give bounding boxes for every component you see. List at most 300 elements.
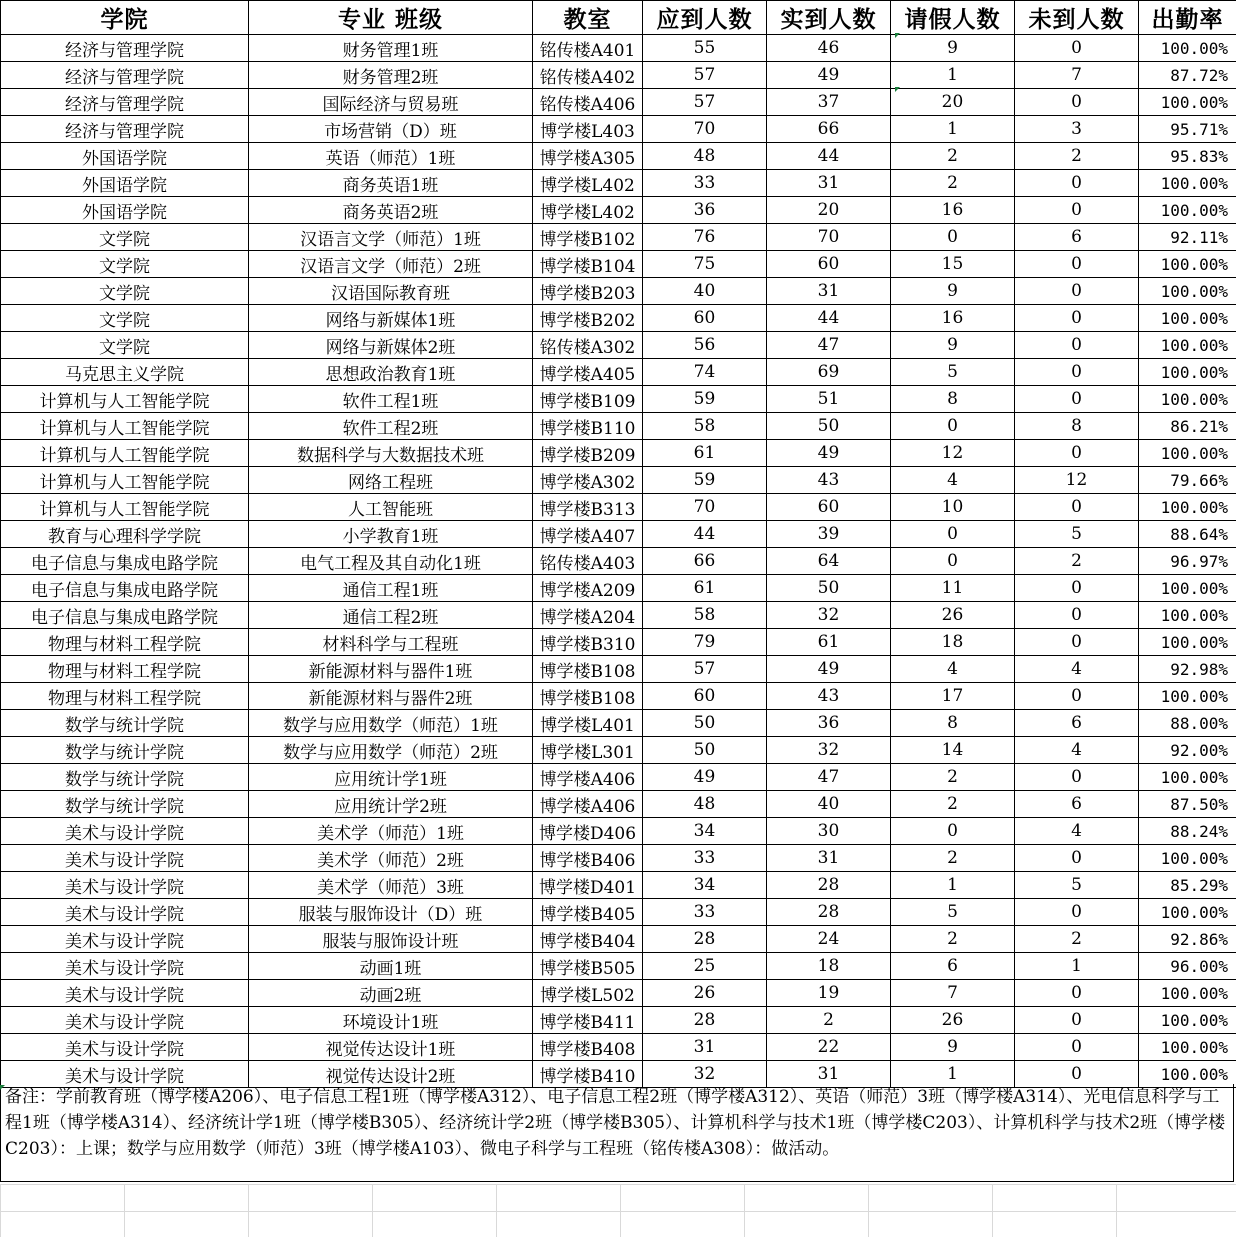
- cell-present[interactable]: 47: [767, 332, 891, 359]
- cell-leave[interactable]: 0: [891, 413, 1015, 440]
- cell-rate[interactable]: 100.00%: [1139, 332, 1236, 359]
- cell-expected[interactable]: 50: [643, 737, 767, 764]
- cell-classroom[interactable]: 博学楼B310: [533, 629, 643, 656]
- header-leave[interactable]: 请假人数: [891, 1, 1015, 35]
- cell-college[interactable]: 文学院: [1, 278, 249, 305]
- cell-college[interactable]: 经济与管理学院: [1, 116, 249, 143]
- cell-absent[interactable]: 0: [1015, 494, 1139, 521]
- cell-present[interactable]: 28: [767, 872, 891, 899]
- cell-classroom[interactable]: 博学楼B406: [533, 845, 643, 872]
- cell-leave[interactable]: 9: [891, 1034, 1015, 1061]
- cell-rate[interactable]: 100.00%: [1139, 386, 1236, 413]
- cell-college[interactable]: 物理与材料工程学院: [1, 656, 249, 683]
- cell-classroom[interactable]: 博学楼B408: [533, 1034, 643, 1061]
- cell-classroom[interactable]: 博学楼B102: [533, 224, 643, 251]
- header-classroom[interactable]: 教室: [533, 1, 643, 35]
- cell-absent[interactable]: 0: [1015, 359, 1139, 386]
- header-class[interactable]: 专业 班级: [249, 1, 533, 35]
- cell-absent[interactable]: 0: [1015, 683, 1139, 710]
- cell-class[interactable]: 通信工程2班: [249, 602, 533, 629]
- cell-class[interactable]: 网络工程班: [249, 467, 533, 494]
- cell-college[interactable]: 美术与设计学院: [1, 953, 249, 980]
- cell-leave[interactable]: 9: [891, 35, 1015, 62]
- cell-leave[interactable]: 0: [891, 224, 1015, 251]
- cell-expected[interactable]: 32: [643, 1061, 767, 1088]
- cell-classroom[interactable]: 博学楼B505: [533, 953, 643, 980]
- cell-leave[interactable]: 2: [891, 845, 1015, 872]
- cell-rate[interactable]: 96.97%: [1139, 548, 1236, 575]
- cell-leave[interactable]: 4: [891, 656, 1015, 683]
- cell-absent[interactable]: 4: [1015, 656, 1139, 683]
- cell-present[interactable]: 50: [767, 413, 891, 440]
- cell-classroom[interactable]: 博学楼A406: [533, 791, 643, 818]
- cell-absent[interactable]: 6: [1015, 224, 1139, 251]
- cell-college[interactable]: 计算机与人工智能学院: [1, 494, 249, 521]
- cell-absent[interactable]: 0: [1015, 845, 1139, 872]
- cell-present[interactable]: 61: [767, 629, 891, 656]
- cell-college[interactable]: 美术与设计学院: [1, 818, 249, 845]
- cell-rate[interactable]: 95.71%: [1139, 116, 1236, 143]
- cell-classroom[interactable]: 铭传楼A401: [533, 35, 643, 62]
- cell-rate[interactable]: 100.00%: [1139, 440, 1236, 467]
- cell-classroom[interactable]: 博学楼L402: [533, 170, 643, 197]
- cell-leave[interactable]: 2: [891, 143, 1015, 170]
- cell-college[interactable]: 外国语学院: [1, 143, 249, 170]
- cell-class[interactable]: 财务管理1班: [249, 35, 533, 62]
- cell-leave[interactable]: 10: [891, 494, 1015, 521]
- cell-expected[interactable]: 79: [643, 629, 767, 656]
- cell-class[interactable]: 思想政治教育1班: [249, 359, 533, 386]
- cell-rate[interactable]: 100.00%: [1139, 575, 1236, 602]
- cell-rate[interactable]: 100.00%: [1139, 980, 1236, 1007]
- cell-rate[interactable]: 100.00%: [1139, 359, 1236, 386]
- cell-rate[interactable]: 92.98%: [1139, 656, 1236, 683]
- cell-absent[interactable]: 0: [1015, 89, 1139, 116]
- cell-present[interactable]: 60: [767, 494, 891, 521]
- cell-leave[interactable]: 2: [891, 791, 1015, 818]
- cell-expected[interactable]: 49: [643, 764, 767, 791]
- cell-expected[interactable]: 33: [643, 845, 767, 872]
- cell-absent[interactable]: 4: [1015, 818, 1139, 845]
- cell-absent[interactable]: 8: [1015, 413, 1139, 440]
- cell-rate[interactable]: 92.00%: [1139, 737, 1236, 764]
- cell-college[interactable]: 美术与设计学院: [1, 980, 249, 1007]
- cell-absent[interactable]: 3: [1015, 116, 1139, 143]
- cell-classroom[interactable]: 博学楼A305: [533, 143, 643, 170]
- cell-expected[interactable]: 57: [643, 89, 767, 116]
- cell-leave[interactable]: 1: [891, 1061, 1015, 1088]
- cell-class[interactable]: 新能源材料与器件2班: [249, 683, 533, 710]
- cell-expected[interactable]: 31: [643, 1034, 767, 1061]
- cell-expected[interactable]: 28: [643, 1007, 767, 1034]
- cell-leave[interactable]: 0: [891, 521, 1015, 548]
- cell-classroom[interactable]: 博学楼B404: [533, 926, 643, 953]
- cell-classroom[interactable]: 博学楼B405: [533, 899, 643, 926]
- header-rate[interactable]: 出勤率: [1139, 1, 1236, 35]
- cell-classroom[interactable]: 博学楼B202: [533, 305, 643, 332]
- cell-class[interactable]: 视觉传达设计2班: [249, 1061, 533, 1088]
- cell-classroom[interactable]: 博学楼B203: [533, 278, 643, 305]
- cell-class[interactable]: 数学与应用数学（师范）1班: [249, 710, 533, 737]
- cell-class[interactable]: 通信工程1班: [249, 575, 533, 602]
- header-absent[interactable]: 未到人数: [1015, 1, 1139, 35]
- cell-expected[interactable]: 57: [643, 62, 767, 89]
- cell-leave[interactable]: 9: [891, 278, 1015, 305]
- cell-expected[interactable]: 33: [643, 899, 767, 926]
- cell-expected[interactable]: 70: [643, 116, 767, 143]
- cell-college[interactable]: 经济与管理学院: [1, 35, 249, 62]
- cell-college[interactable]: 美术与设计学院: [1, 1061, 249, 1088]
- cell-leave[interactable]: 8: [891, 386, 1015, 413]
- cell-present[interactable]: 18: [767, 953, 891, 980]
- cell-class[interactable]: 财务管理2班: [249, 62, 533, 89]
- cell-expected[interactable]: 28: [643, 926, 767, 953]
- cell-expected[interactable]: 66: [643, 548, 767, 575]
- cell-present[interactable]: 46: [767, 35, 891, 62]
- cell-expected[interactable]: 48: [643, 143, 767, 170]
- cell-expected[interactable]: 44: [643, 521, 767, 548]
- cell-college[interactable]: 计算机与人工智能学院: [1, 413, 249, 440]
- cell-expected[interactable]: 60: [643, 305, 767, 332]
- cell-leave[interactable]: 16: [891, 305, 1015, 332]
- cell-present[interactable]: 32: [767, 737, 891, 764]
- cell-classroom[interactable]: 博学楼L403: [533, 116, 643, 143]
- cell-absent[interactable]: 6: [1015, 710, 1139, 737]
- cell-class[interactable]: 数学与应用数学（师范）2班: [249, 737, 533, 764]
- cell-college[interactable]: 教育与心理科学学院: [1, 521, 249, 548]
- cell-leave[interactable]: 11: [891, 575, 1015, 602]
- cell-absent[interactable]: 2: [1015, 926, 1139, 953]
- cell-absent[interactable]: 0: [1015, 575, 1139, 602]
- cell-present[interactable]: 28: [767, 899, 891, 926]
- cell-class[interactable]: 英语（师范）1班: [249, 143, 533, 170]
- cell-present[interactable]: 49: [767, 656, 891, 683]
- cell-college[interactable]: 美术与设计学院: [1, 845, 249, 872]
- cell-absent[interactable]: 0: [1015, 35, 1139, 62]
- cell-classroom[interactable]: 博学楼L401: [533, 710, 643, 737]
- cell-expected[interactable]: 61: [643, 575, 767, 602]
- cell-class[interactable]: 环境设计1班: [249, 1007, 533, 1034]
- cell-expected[interactable]: 70: [643, 494, 767, 521]
- cell-absent[interactable]: 0: [1015, 197, 1139, 224]
- cell-present[interactable]: 31: [767, 845, 891, 872]
- cell-present[interactable]: 43: [767, 467, 891, 494]
- cell-absent[interactable]: 0: [1015, 278, 1139, 305]
- cell-expected[interactable]: 58: [643, 413, 767, 440]
- cell-leave[interactable]: 7: [891, 980, 1015, 1007]
- cell-present[interactable]: 32: [767, 602, 891, 629]
- cell-rate[interactable]: 100.00%: [1139, 899, 1236, 926]
- cell-present[interactable]: 20: [767, 197, 891, 224]
- cell-college[interactable]: 电子信息与集成电路学院: [1, 575, 249, 602]
- cell-classroom[interactable]: 博学楼D406: [533, 818, 643, 845]
- cell-absent[interactable]: 5: [1015, 872, 1139, 899]
- cell-rate[interactable]: 85.29%: [1139, 872, 1236, 899]
- cell-leave[interactable]: 12: [891, 440, 1015, 467]
- cell-absent[interactable]: 7: [1015, 62, 1139, 89]
- cell-expected[interactable]: 75: [643, 251, 767, 278]
- cell-class[interactable]: 汉语言文学（师范）2班: [249, 251, 533, 278]
- cell-leave[interactable]: 17: [891, 683, 1015, 710]
- cell-college[interactable]: 美术与设计学院: [1, 899, 249, 926]
- cell-leave[interactable]: 0: [891, 548, 1015, 575]
- cell-classroom[interactable]: 博学楼B209: [533, 440, 643, 467]
- cell-present[interactable]: 51: [767, 386, 891, 413]
- cell-college[interactable]: 电子信息与集成电路学院: [1, 548, 249, 575]
- cell-rate[interactable]: 88.24%: [1139, 818, 1236, 845]
- cell-college[interactable]: 数学与统计学院: [1, 791, 249, 818]
- cell-rate[interactable]: 79.66%: [1139, 467, 1236, 494]
- cell-leave[interactable]: 1: [891, 62, 1015, 89]
- cell-college[interactable]: 文学院: [1, 332, 249, 359]
- cell-class[interactable]: 国际经济与贸易班: [249, 89, 533, 116]
- cell-absent[interactable]: 0: [1015, 251, 1139, 278]
- cell-class[interactable]: 应用统计学2班: [249, 791, 533, 818]
- header-college[interactable]: 学院: [1, 1, 249, 35]
- cell-absent[interactable]: 0: [1015, 1034, 1139, 1061]
- cell-absent[interactable]: 12: [1015, 467, 1139, 494]
- cell-class[interactable]: 应用统计学1班: [249, 764, 533, 791]
- cell-classroom[interactable]: 铭传楼A302: [533, 332, 643, 359]
- cell-class[interactable]: 视觉传达设计1班: [249, 1034, 533, 1061]
- cell-present[interactable]: 60: [767, 251, 891, 278]
- cell-present[interactable]: 19: [767, 980, 891, 1007]
- cell-class[interactable]: 服装与服饰设计（D）班: [249, 899, 533, 926]
- cell-college[interactable]: 美术与设计学院: [1, 872, 249, 899]
- cell-rate[interactable]: 100.00%: [1139, 251, 1236, 278]
- cell-classroom[interactable]: 铭传楼A403: [533, 548, 643, 575]
- cell-absent[interactable]: 0: [1015, 629, 1139, 656]
- cell-present[interactable]: 30: [767, 818, 891, 845]
- cell-college[interactable]: 美术与设计学院: [1, 1034, 249, 1061]
- cell-expected[interactable]: 40: [643, 278, 767, 305]
- cell-rate[interactable]: 95.83%: [1139, 143, 1236, 170]
- cell-classroom[interactable]: 博学楼B104: [533, 251, 643, 278]
- cell-present[interactable]: 31: [767, 1061, 891, 1088]
- cell-absent[interactable]: 0: [1015, 764, 1139, 791]
- cell-classroom[interactable]: 博学楼A406: [533, 764, 643, 791]
- cell-present[interactable]: 22: [767, 1034, 891, 1061]
- cell-rate[interactable]: 96.00%: [1139, 953, 1236, 980]
- cell-college[interactable]: 电子信息与集成电路学院: [1, 602, 249, 629]
- cell-classroom[interactable]: 铭传楼A406: [533, 89, 643, 116]
- cell-leave[interactable]: 5: [891, 359, 1015, 386]
- cell-rate[interactable]: 100.00%: [1139, 683, 1236, 710]
- cell-leave[interactable]: 26: [891, 602, 1015, 629]
- cell-absent[interactable]: 0: [1015, 386, 1139, 413]
- cell-classroom[interactable]: 博学楼B110: [533, 413, 643, 440]
- cell-classroom[interactable]: 博学楼A407: [533, 521, 643, 548]
- cell-present[interactable]: 49: [767, 62, 891, 89]
- cell-rate[interactable]: 100.00%: [1139, 197, 1236, 224]
- cell-college[interactable]: 物理与材料工程学院: [1, 683, 249, 710]
- cell-rate[interactable]: 88.00%: [1139, 710, 1236, 737]
- cell-expected[interactable]: 33: [643, 170, 767, 197]
- cell-class[interactable]: 人工智能班: [249, 494, 533, 521]
- cell-absent[interactable]: 0: [1015, 980, 1139, 1007]
- cell-rate[interactable]: 87.72%: [1139, 62, 1236, 89]
- cell-absent[interactable]: 0: [1015, 602, 1139, 629]
- cell-present[interactable]: 43: [767, 683, 891, 710]
- cell-leave[interactable]: 8: [891, 710, 1015, 737]
- cell-class[interactable]: 软件工程1班: [249, 386, 533, 413]
- cell-class[interactable]: 软件工程2班: [249, 413, 533, 440]
- cell-rate[interactable]: 100.00%: [1139, 494, 1236, 521]
- cell-present[interactable]: 64: [767, 548, 891, 575]
- cell-present[interactable]: 70: [767, 224, 891, 251]
- cell-leave[interactable]: 20: [891, 89, 1015, 116]
- cell-leave[interactable]: 1: [891, 872, 1015, 899]
- cell-present[interactable]: 39: [767, 521, 891, 548]
- cell-leave[interactable]: 26: [891, 1007, 1015, 1034]
- cell-rate[interactable]: 100.00%: [1139, 1007, 1236, 1034]
- cell-class[interactable]: 动画2班: [249, 980, 533, 1007]
- cell-absent[interactable]: 4: [1015, 737, 1139, 764]
- cell-class[interactable]: 动画1班: [249, 953, 533, 980]
- cell-classroom[interactable]: 博学楼L402: [533, 197, 643, 224]
- header-present[interactable]: 实到人数: [767, 1, 891, 35]
- cell-rate[interactable]: 88.64%: [1139, 521, 1236, 548]
- cell-absent[interactable]: 6: [1015, 791, 1139, 818]
- cell-expected[interactable]: 76: [643, 224, 767, 251]
- cell-rate[interactable]: 100.00%: [1139, 278, 1236, 305]
- cell-rate[interactable]: 92.11%: [1139, 224, 1236, 251]
- cell-leave[interactable]: 14: [891, 737, 1015, 764]
- cell-expected[interactable]: 61: [643, 440, 767, 467]
- cell-present[interactable]: 37: [767, 89, 891, 116]
- cell-classroom[interactable]: 博学楼A209: [533, 575, 643, 602]
- cell-classroom[interactable]: 铭传楼A402: [533, 62, 643, 89]
- cell-classroom[interactable]: 博学楼D401: [533, 872, 643, 899]
- cell-leave[interactable]: 9: [891, 332, 1015, 359]
- note-cell[interactable]: 备注：学前教育班（博学楼A206）、电子信息工程1班（博学楼A312）、电子信息工程2班（博学楼A312）、英语（师范）3班（博学楼A314）、光电信息科学与工程1班（博学楼A314）、经济统计学1班（博学楼B305）、经济统计学2班（博学楼B305）、计算机科学与技术1班（博学楼C203）、计算机科学与技术2班（博学楼C203）：上课；数学与应用数学（师范）3班（博学楼A103）、微电子科学与工程班（铭传楼A308）：做活动。: [0, 1084, 1234, 1182]
- cell-present[interactable]: 66: [767, 116, 891, 143]
- cell-college[interactable]: 外国语学院: [1, 197, 249, 224]
- cell-college[interactable]: 马克思主义学院: [1, 359, 249, 386]
- cell-classroom[interactable]: 博学楼B410: [533, 1061, 643, 1088]
- cell-expected[interactable]: 34: [643, 818, 767, 845]
- cell-present[interactable]: 69: [767, 359, 891, 386]
- cell-rate[interactable]: 100.00%: [1139, 170, 1236, 197]
- cell-leave[interactable]: 2: [891, 764, 1015, 791]
- cell-class[interactable]: 电气工程及其自动化1班: [249, 548, 533, 575]
- empty-sheet-grid[interactable]: [0, 1184, 1236, 1237]
- cell-rate[interactable]: 100.00%: [1139, 602, 1236, 629]
- cell-class[interactable]: 网络与新媒体1班: [249, 305, 533, 332]
- cell-expected[interactable]: 34: [643, 872, 767, 899]
- cell-leave[interactable]: 2: [891, 170, 1015, 197]
- cell-present[interactable]: 47: [767, 764, 891, 791]
- cell-present[interactable]: 50: [767, 575, 891, 602]
- cell-absent[interactable]: 0: [1015, 440, 1139, 467]
- cell-class[interactable]: 网络与新媒体2班: [249, 332, 533, 359]
- cell-expected[interactable]: 56: [643, 332, 767, 359]
- cell-classroom[interactable]: 博学楼B411: [533, 1007, 643, 1034]
- cell-absent[interactable]: 0: [1015, 1007, 1139, 1034]
- cell-absent[interactable]: 5: [1015, 521, 1139, 548]
- cell-class[interactable]: 新能源材料与器件1班: [249, 656, 533, 683]
- cell-classroom[interactable]: 博学楼B313: [533, 494, 643, 521]
- cell-absent[interactable]: 0: [1015, 170, 1139, 197]
- cell-rate[interactable]: 100.00%: [1139, 35, 1236, 62]
- cell-college[interactable]: 数学与统计学院: [1, 764, 249, 791]
- cell-rate[interactable]: 100.00%: [1139, 1034, 1236, 1061]
- cell-absent[interactable]: 0: [1015, 305, 1139, 332]
- cell-class[interactable]: 美术学（师范）3班: [249, 872, 533, 899]
- cell-college[interactable]: 美术与设计学院: [1, 1007, 249, 1034]
- cell-present[interactable]: 49: [767, 440, 891, 467]
- cell-expected[interactable]: 50: [643, 710, 767, 737]
- cell-expected[interactable]: 25: [643, 953, 767, 980]
- cell-leave[interactable]: 4: [891, 467, 1015, 494]
- cell-class[interactable]: 美术学（师范）1班: [249, 818, 533, 845]
- cell-classroom[interactable]: 博学楼B108: [533, 656, 643, 683]
- cell-absent[interactable]: 2: [1015, 143, 1139, 170]
- cell-classroom[interactable]: 博学楼B108: [533, 683, 643, 710]
- cell-college[interactable]: 数学与统计学院: [1, 710, 249, 737]
- cell-rate[interactable]: 100.00%: [1139, 764, 1236, 791]
- cell-class[interactable]: 美术学（师范）2班: [249, 845, 533, 872]
- cell-college[interactable]: 计算机与人工智能学院: [1, 440, 249, 467]
- cell-class[interactable]: 材料科学与工程班: [249, 629, 533, 656]
- cell-classroom[interactable]: 博学楼A204: [533, 602, 643, 629]
- cell-rate[interactable]: 100.00%: [1139, 845, 1236, 872]
- cell-expected[interactable]: 74: [643, 359, 767, 386]
- cell-expected[interactable]: 48: [643, 791, 767, 818]
- cell-college[interactable]: 美术与设计学院: [1, 926, 249, 953]
- cell-absent[interactable]: 0: [1015, 1061, 1139, 1088]
- cell-absent[interactable]: 2: [1015, 548, 1139, 575]
- cell-rate[interactable]: 100.00%: [1139, 1061, 1236, 1088]
- cell-classroom[interactable]: 博学楼L301: [533, 737, 643, 764]
- cell-class[interactable]: 服装与服饰设计班: [249, 926, 533, 953]
- cell-leave[interactable]: 16: [891, 197, 1015, 224]
- cell-leave[interactable]: 2: [891, 926, 1015, 953]
- cell-expected[interactable]: 26: [643, 980, 767, 1007]
- cell-leave[interactable]: 18: [891, 629, 1015, 656]
- cell-class[interactable]: 市场营销（D）班: [249, 116, 533, 143]
- cell-college[interactable]: 计算机与人工智能学院: [1, 386, 249, 413]
- cell-absent[interactable]: 0: [1015, 332, 1139, 359]
- cell-expected[interactable]: 57: [643, 656, 767, 683]
- cell-college[interactable]: 文学院: [1, 251, 249, 278]
- cell-expected[interactable]: 36: [643, 197, 767, 224]
- cell-college[interactable]: 文学院: [1, 305, 249, 332]
- cell-college[interactable]: 文学院: [1, 224, 249, 251]
- cell-present[interactable]: 2: [767, 1007, 891, 1034]
- cell-present[interactable]: 31: [767, 278, 891, 305]
- cell-present[interactable]: 31: [767, 170, 891, 197]
- cell-expected[interactable]: 59: [643, 467, 767, 494]
- cell-absent[interactable]: 0: [1015, 899, 1139, 926]
- cell-college[interactable]: 数学与统计学院: [1, 737, 249, 764]
- cell-class[interactable]: 数据科学与大数据技术班: [249, 440, 533, 467]
- cell-present[interactable]: 40: [767, 791, 891, 818]
- cell-college[interactable]: 物理与材料工程学院: [1, 629, 249, 656]
- cell-class[interactable]: 商务英语1班: [249, 170, 533, 197]
- cell-college[interactable]: 经济与管理学院: [1, 62, 249, 89]
- cell-rate[interactable]: 100.00%: [1139, 89, 1236, 116]
- cell-leave[interactable]: 0: [891, 818, 1015, 845]
- cell-college[interactable]: 计算机与人工智能学院: [1, 467, 249, 494]
- cell-rate[interactable]: 100.00%: [1139, 305, 1236, 332]
- cell-leave[interactable]: 1: [891, 116, 1015, 143]
- cell-absent[interactable]: 1: [1015, 953, 1139, 980]
- cell-class[interactable]: 汉语言文学（师范）1班: [249, 224, 533, 251]
- cell-college[interactable]: 经济与管理学院: [1, 89, 249, 116]
- cell-expected[interactable]: 58: [643, 602, 767, 629]
- cell-class[interactable]: 商务英语2班: [249, 197, 533, 224]
